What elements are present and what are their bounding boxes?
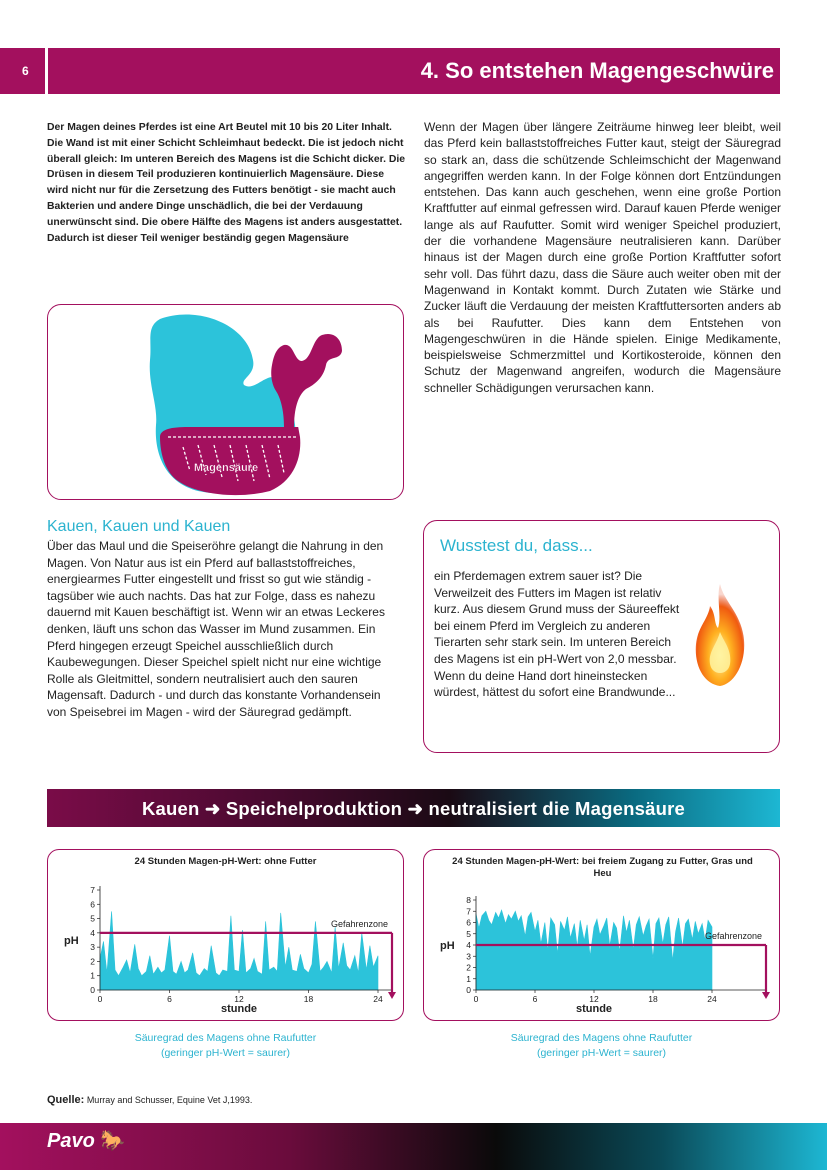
y-tick-label: 1 xyxy=(90,970,95,981)
chart-no-food xyxy=(48,850,405,1022)
caption-line: (geringer pH-Wert = saurer) xyxy=(536,1047,667,1059)
x-tick-label: 24 xyxy=(373,994,383,1004)
fact-box-title: Wusstest du, dass... xyxy=(440,536,593,555)
kauen-text: Über das Maul und die Speiseröhre gelangt die Nahrung in den Magen. Von Natur aus ist ein Pferd auf ballaststoffreiches, energiearmes Futter eingestellt und frisst so gut wie ständig - tagsüber wie auch nachts. Das hat zur Folge, dass es nahezu dauernd mit Kauen beschäftigt ist. Wenn wir an etwas Leckeres denken, läuft uns schon das Wasser im Mund zusammen. Ein Pferd hingegen erzeugt Speichel ausschließlich durch Kaubewegungen. Dieser Speichel spielt nicht nur eine wichtige Rolle als Gleitmittel, sondern neutralisiert auch den sauren Magensaft. Dadurch - und durch das konstante Vorhandensein von Speisebrei im Magen - wird der Säuregrad gedämpft. xyxy=(47,539,385,719)
y-axis-label: pH xyxy=(440,940,455,952)
y-tick-label: 0 xyxy=(466,985,471,995)
y-tick-label: 6 xyxy=(90,899,95,910)
brand-logo xyxy=(47,1128,125,1153)
fact-box-text: ein Pferdemagen extrem sauer ist? Die Verweilzeit des Futters im Magen ist relativ kurz. Aus diesem Grund muss der Säureeffekt bei einem Pferd im Vergleich zu anderen Tierarten sehr stark sein. Im unteren Bereich des Magens ist ein pH-Wert von 2,0 messbar. Wenn du deine Hand dort hineinstecken würdest, hättest du sofort eine Brandwunde... xyxy=(434,569,680,700)
y-tick-label: 0 xyxy=(90,985,95,995)
danger-arrow-head xyxy=(762,992,770,999)
header-divider xyxy=(45,48,48,94)
page-title: 4. So entstehen Magengeschwüre xyxy=(420,58,774,83)
y-tick-label: 4 xyxy=(90,927,95,938)
chart-free-access xyxy=(424,850,781,1022)
x-tick-label: 18 xyxy=(303,994,314,1004)
page-number: 6 xyxy=(22,64,29,78)
chart-title: 24 Stunden Magen-pH-Wert: bei freiem Zugang zu Futter, Gras und Heu xyxy=(452,856,753,879)
y-tick-label: 2 xyxy=(466,962,471,973)
y-tick-label: 7 xyxy=(90,885,95,895)
y-axis-label: pH xyxy=(64,935,79,947)
caption-line: Säuregrad des Magens ohne Raufutter xyxy=(510,1032,693,1044)
x-tick-label: 6 xyxy=(167,994,172,1004)
stomach-illustration xyxy=(48,305,405,501)
horse-icon: 🐎 xyxy=(100,1130,126,1152)
x-axis-label: stunde xyxy=(220,1003,258,1015)
y-tick-label: 7 xyxy=(466,906,471,917)
y-tick-label: 8 xyxy=(466,895,471,905)
chart-box-free-access xyxy=(423,849,780,1021)
brand-logo-text: Pavo xyxy=(47,1130,95,1152)
source-note xyxy=(47,1094,252,1106)
x-axis-label: stunde xyxy=(575,1003,613,1015)
x-tick-label: 6 xyxy=(532,994,538,1004)
danger-zone-label: Gefahrenzone xyxy=(704,931,762,941)
x-tick-label: 12 xyxy=(234,994,244,1004)
y-tick-label: 1 xyxy=(466,973,471,984)
x-tick-label: 18 xyxy=(648,994,658,1004)
kauen-heading: Kauen, Kauen und Kauen xyxy=(47,518,231,535)
caption-line: Säuregrad des Magens ohne Raufutter xyxy=(134,1032,317,1044)
y-tick-label: 3 xyxy=(90,942,95,953)
x-tick-label: 0 xyxy=(97,994,103,1004)
source-label: Quelle: xyxy=(47,1094,85,1106)
right-column-text: Wenn der Magen über längere Zeiträume hinweg leer bleibt, weil das Pferd kein ballaststoffreiches Futter kaut, steigt der Säuregrad so stark an, dass die schützende Schleimschicht der Magenwand angegriffen werden kann. In der Folge können dort Entzündungen entstehen. Das kann auch geschehen, wenn eine große Portion Kraftfutter auf einmal gefressen wird. Darauf kauen Pferde weniger lange als auf Raufutter. Somit wird weniger Speichel produziert, der die vorhandene Magensäure neutralisieren kann. Darüber hinaus ist der Magen durch eine große Portion Kraftfutter sofort sehr voll. Das führt dazu, dass die Säure auch weiter oben mit der Magenwand in Kontakt kommt. Durch Zutaten wie Stärke und Zucker läuft die Verdauung der meisten Kraftfuttersorten anders ab als bei Raufutter. Dies kann dem Entstehen von Magengeschwüren in die Hände spielen. Einige Medikamente, beispielsweise Schmerzmittel und Kortikosteroide, können den Schutz der Magenwand angreifen, wodurch die Magensäure schneller Schädigungen verursachen kann. xyxy=(424,120,781,395)
x-tick-label: 12 xyxy=(589,994,599,1004)
caption-line: (geringer pH-Wert = saurer) xyxy=(160,1047,291,1059)
y-tick-label: 4 xyxy=(466,940,471,950)
y-tick-label: 2 xyxy=(90,956,95,967)
y-tick-label: 5 xyxy=(466,928,471,939)
stomach-illustration-box xyxy=(47,304,404,500)
section-banner-text: Kauen ➜ Speichelproduktion ➜ neutralisiert die Magensäure xyxy=(141,798,686,819)
x-tick-label: 0 xyxy=(473,994,479,1004)
x-tick-label: 24 xyxy=(707,994,717,1004)
chart-caption-free-access xyxy=(423,1031,780,1061)
y-tick-label: 6 xyxy=(466,917,471,928)
flame-icon xyxy=(690,580,750,690)
source-text: Murray and Schusser, Equine Vet J,1993. xyxy=(86,1095,253,1105)
intro-text: Der Magen deines Pferdes ist eine Art Beutel mit 10 bis 20 Liter Inhalt. Die Wand ist mit einer Schicht Schleimhaut bedeckt. Die ist jedoch nicht überall gleich: Im unteren Bereich des Magens ist die Schicht dicker. Die Drüsen in diesem Teil produzieren kontinuierlich Magensäure. Diese wird nicht nur für die Zersetzung des Futters benötigt - sie macht auch Bakterien und andere Dinge unschädlich, die bei der Verdauung unerwünscht sind. Die obere Hälfte des Magens ist anders ausgestattet. Dadurch ist dieser Teil weniger beständig gegen Magensäure xyxy=(47,122,406,244)
danger-arrow-head xyxy=(388,992,396,999)
danger-zone-label: Gefahrenzone xyxy=(330,918,388,929)
chart-series-area xyxy=(476,910,712,990)
y-tick-label: 5 xyxy=(90,913,95,924)
y-tick-label: 3 xyxy=(466,951,471,962)
chart-caption-no-food xyxy=(47,1031,404,1061)
stomach-acid-label: Magensäure xyxy=(193,462,259,474)
chart-box-no-food xyxy=(47,849,404,1021)
chart-title: 24 Stunden Magen-pH-Wert: ohne Futter xyxy=(134,856,317,867)
